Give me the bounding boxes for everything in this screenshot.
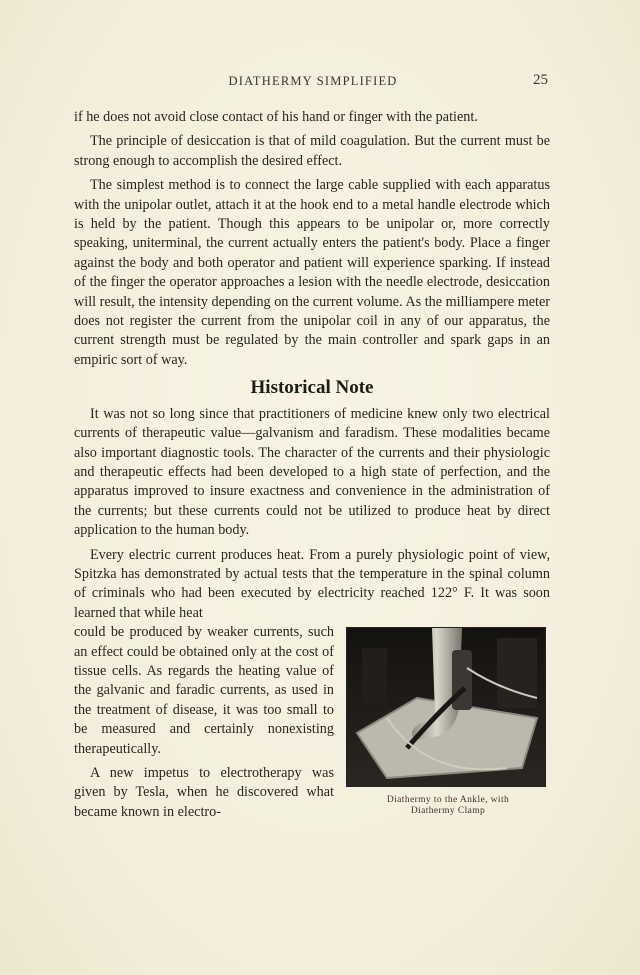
figure bbox=[346, 627, 550, 817]
paragraph-historical-3: A new impetus to electrotherapy was given by Tesla, when he discovered what became known in electro- bbox=[74, 765, 334, 820]
paragraph-desiccation-principle: The principle of desiccation is that of mild coagulation. But the current must be strong enough to accomplish the desired effect. bbox=[74, 133, 550, 169]
running-title: DIATHERMY SIMPLIFIED bbox=[228, 74, 398, 88]
paragraph-historical-2: Every electric current produces heat. From a purely physiologic point of view, Spitzka has demonstrated by actual tests that the temperature in the spinal column of criminals who had been executed by electricity reached 122° F. It was soon learned that while heat bbox=[74, 546, 550, 621]
figure-photo bbox=[346, 627, 546, 787]
body-text bbox=[74, 108, 550, 827]
figure-wrap-block bbox=[74, 623, 550, 822]
section-heading: Historical Note bbox=[250, 377, 374, 399]
paragraph-simplest-method: The simplest method is to connect the large cable supplied with each apparatus with the unipolar outlet, attach it at the hook end to a metal handle electrode which is held by the patient. Though this appears to be unipolar or, more correctly speaking, uniterminal, the current actually enters the patient's body. Place a finger against the body and both operator and patient will experience sparking. If instead of the finger the operator approaches a lesion with the needle electrode, desiccation will result, the intensity depending on the current volume. As the milliampere meter does not register the current from the unipolar coil in any of our apparatus, the current strength must be regulated by the main controller and spark gaps in an empiric sort of way. bbox=[74, 177, 550, 368]
ankle-diathermy-photo-icon bbox=[347, 628, 546, 787]
paragraph-continued: if he does not avoid close contact of his hand or finger with the patient. bbox=[74, 109, 478, 125]
figure-caption bbox=[346, 795, 550, 817]
paragraph-historical-1: It was not so long since that practitioners of medicine knew only two electrical currents of therapeutic value—galvanism and faradism. These modalities became also important diagnostic tools. The character of the currents and their physiologic and therapeutic effects had been developed to a high state of perfection, and the apparatus improved to insure exactness and convenience in the administration of the currents; but these currents could not be utilized to produce heat by direct application to the human body. bbox=[74, 405, 550, 539]
caption-line-1: Diathermy to the Ankle, with bbox=[386, 795, 510, 806]
paragraph-historical-2-continued: could be produced by weaker currents, such an effect could be obtained only at the cost of tissue cells. As regards the heating value of the galvanic and faradic currents, as used in the treatment of disease, it was too small to be measured and certainly nonexisting therapeutically. bbox=[74, 624, 334, 757]
page-number: 25 bbox=[533, 72, 548, 88]
running-head bbox=[76, 72, 550, 94]
caption-line-2: Diathermy Clamp bbox=[410, 806, 486, 817]
